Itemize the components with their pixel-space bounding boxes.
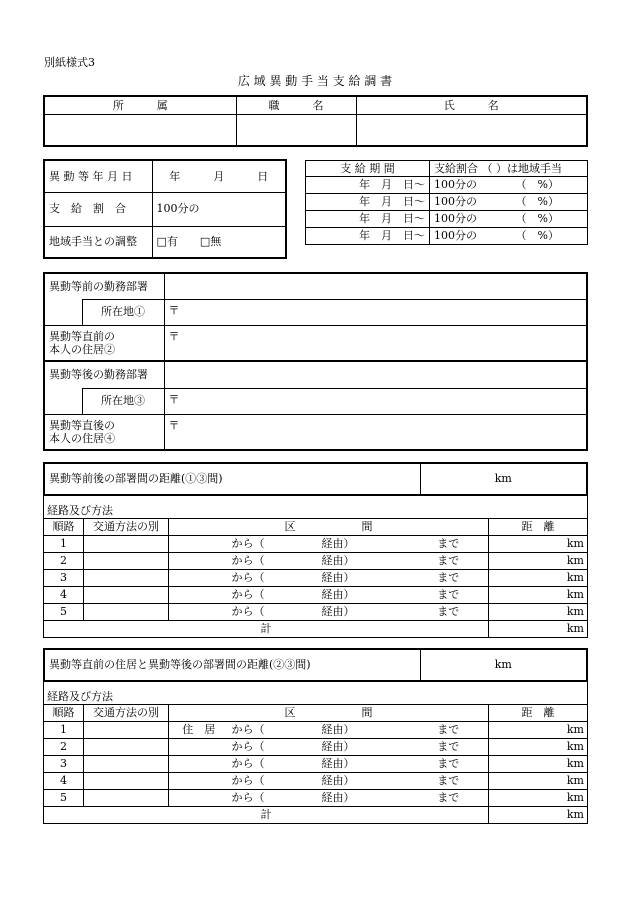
before-dept-label: 異動等前の勤務部署 [44, 273, 164, 299]
route-via[interactable]: 経由） [319, 738, 409, 755]
route-prefix [169, 738, 229, 755]
route-dist[interactable]: km [489, 738, 588, 755]
route-method[interactable] [84, 535, 169, 552]
route1-h-dist: 距 離 [489, 518, 588, 535]
location-table [43, 272, 588, 451]
route-to: まで [409, 552, 489, 569]
route-dist[interactable]: km [489, 569, 588, 586]
route1-label: 経路及び方法 [44, 496, 588, 518]
route-from[interactable]: から（ [229, 552, 319, 569]
form-label: 別紙様式3 [44, 56, 95, 69]
loc1-field[interactable]: 〒 [164, 299, 587, 325]
header-post: 職 名 [236, 96, 356, 114]
route-from[interactable]: から（ [229, 721, 319, 738]
route-prefix [169, 755, 229, 772]
distance1-value[interactable]: km [420, 463, 587, 495]
route-to: まで [409, 535, 489, 552]
name-field[interactable] [356, 114, 587, 146]
route-via[interactable]: 経由） [319, 552, 409, 569]
route-dist[interactable]: km [489, 772, 588, 789]
route-no: 3 [44, 569, 84, 586]
ratio-label: 支 給 割 合 [44, 192, 152, 226]
route-prefix [169, 535, 229, 552]
route-prefix [169, 586, 229, 603]
distance2-value[interactable]: km [420, 649, 587, 681]
route-no: 1 [44, 535, 84, 552]
page-title: 広 域 異 動 手 当 支 給 調 書 [237, 74, 393, 88]
route2-total-label: 計 [44, 806, 489, 823]
before-dept-field[interactable] [164, 273, 587, 299]
route1-h-method: 交通方法の別 [84, 518, 169, 535]
route-dist[interactable]: km [489, 535, 588, 552]
route-method[interactable] [84, 603, 169, 620]
after-home-label-1: 異動等直後の [49, 418, 115, 432]
route-no: 4 [44, 586, 84, 603]
post-field[interactable] [236, 114, 356, 146]
route-method[interactable] [84, 721, 169, 738]
route-method[interactable] [84, 789, 169, 806]
transfer-info-table [43, 159, 287, 259]
route-to: まで [409, 603, 489, 620]
route-method[interactable] [84, 772, 169, 789]
route-from[interactable]: から（ [229, 586, 319, 603]
route-no: 3 [44, 755, 84, 772]
period-row[interactable]: 年 月 日～ [306, 228, 430, 245]
route2-h-method: 交通方法の別 [84, 704, 169, 721]
route-to: まで [409, 789, 489, 806]
ratio-field[interactable]: 100分の [152, 192, 286, 226]
after-home-field[interactable]: 〒 [164, 414, 587, 450]
route-dist[interactable]: km [489, 789, 588, 806]
adjust-label: 地域手当との調整 [44, 226, 152, 258]
route-dist[interactable]: km [489, 721, 588, 738]
route-prefix [169, 772, 229, 789]
route-from[interactable]: から（ [229, 569, 319, 586]
route-via[interactable]: 経由） [319, 603, 409, 620]
route1-table [43, 496, 588, 638]
route2-label: 経路及び方法 [44, 682, 588, 704]
route-via[interactable]: 経由） [319, 789, 409, 806]
route2-table [43, 682, 588, 824]
loc3-label: 所在地③ [82, 388, 164, 414]
route1-h-no: 順路 [44, 518, 84, 535]
route-no: 5 [44, 603, 84, 620]
route-via[interactable]: 経由） [319, 721, 409, 738]
header-affiliation: 所 属 [44, 96, 236, 114]
period-row[interactable]: 年 月 日～ [306, 194, 430, 211]
route-to: まで [409, 738, 489, 755]
header-table [43, 95, 588, 147]
route-prefix [169, 603, 229, 620]
route-no: 2 [44, 552, 84, 569]
period-table [305, 160, 588, 245]
before-home-label-2: 本人の住居② [49, 342, 115, 356]
after-home-label-2: 本人の住居④ [49, 431, 115, 445]
route1-h-section: 区 間 [169, 518, 489, 535]
before-home-label-1: 異動等直前の [49, 329, 115, 343]
route-to: まで [409, 569, 489, 586]
route-via[interactable]: 経由） [319, 755, 409, 772]
route-to: まで [409, 772, 489, 789]
header-name: 氏 名 [356, 96, 587, 114]
loc1-label: 所在地① [82, 299, 164, 325]
route-from[interactable]: から（ [229, 603, 319, 620]
route-method[interactable] [84, 569, 169, 586]
route-to: まで [409, 755, 489, 772]
route-to: まで [409, 586, 489, 603]
route-no: 5 [44, 789, 84, 806]
route-via[interactable]: 経由） [319, 535, 409, 552]
period-ratio-header: 支給割合 （ ）は地域手当 [430, 161, 588, 177]
period-ratio[interactable]: 100分の （ %） [430, 211, 588, 228]
period-ratio[interactable]: 100分の （ %） [430, 228, 588, 245]
route-no: 4 [44, 772, 84, 789]
route-dist[interactable]: km [489, 552, 588, 569]
period-row[interactable]: 年 月 日～ [306, 211, 430, 228]
after-dept-label: 異動等後の勤務部署 [44, 361, 164, 388]
route2-h-dist: 距 離 [489, 704, 588, 721]
distance1-label: 異動等前後の部署間の距離(①③間) [44, 463, 420, 495]
adjust-checkboxes[interactable]: □有 □無 [152, 226, 286, 258]
period-header: 支 給 期 間 [306, 161, 430, 177]
route-no: 2 [44, 738, 84, 755]
route-prefix [169, 789, 229, 806]
distance2-table [43, 648, 588, 682]
route-method[interactable] [84, 552, 169, 569]
route-from[interactable]: から（ [229, 755, 319, 772]
route-via[interactable]: 経由） [319, 586, 409, 603]
route2-total[interactable]: km [489, 806, 588, 823]
affiliation-field[interactable] [44, 114, 236, 146]
route-prefix: 住 居 [169, 721, 229, 738]
route-dist[interactable]: km [489, 586, 588, 603]
route-no: 1 [44, 721, 84, 738]
route-dist[interactable]: km [489, 603, 588, 620]
after-dept-field[interactable] [164, 361, 587, 388]
route-via[interactable]: 経由） [319, 772, 409, 789]
route-prefix [169, 569, 229, 586]
period-ratio[interactable]: 100分の （ %） [430, 194, 588, 211]
before-home-field[interactable]: 〒 [164, 325, 587, 361]
loc3-field[interactable]: 〒 [164, 388, 587, 414]
date-field[interactable]: 年 月 日 [152, 160, 286, 192]
route-from[interactable]: から（ [229, 738, 319, 755]
route-dist[interactable]: km [489, 755, 588, 772]
route-from[interactable]: から（ [229, 789, 319, 806]
distance1-table [43, 462, 588, 496]
route-to: まで [409, 721, 489, 738]
route-method[interactable] [84, 738, 169, 755]
route2-h-no: 順路 [44, 704, 84, 721]
route-method[interactable] [84, 586, 169, 603]
route-from[interactable]: から（ [229, 535, 319, 552]
route1-total[interactable]: km [489, 620, 588, 637]
route-method[interactable] [84, 755, 169, 772]
route-prefix [169, 552, 229, 569]
route2-h-section: 区 間 [169, 704, 489, 721]
distance2-label: 異動等直前の住居と異動等後の部署間の距離(②③間) [44, 649, 420, 681]
route1-total-label: 計 [44, 620, 489, 637]
period-row[interactable]: 年 月 日～ [306, 177, 430, 194]
date-label: 異 動 等 年 月 日 [44, 160, 152, 192]
route-from[interactable]: から（ [229, 772, 319, 789]
period-ratio[interactable]: 100分の （ %） [430, 177, 588, 194]
route-via[interactable]: 経由） [319, 569, 409, 586]
